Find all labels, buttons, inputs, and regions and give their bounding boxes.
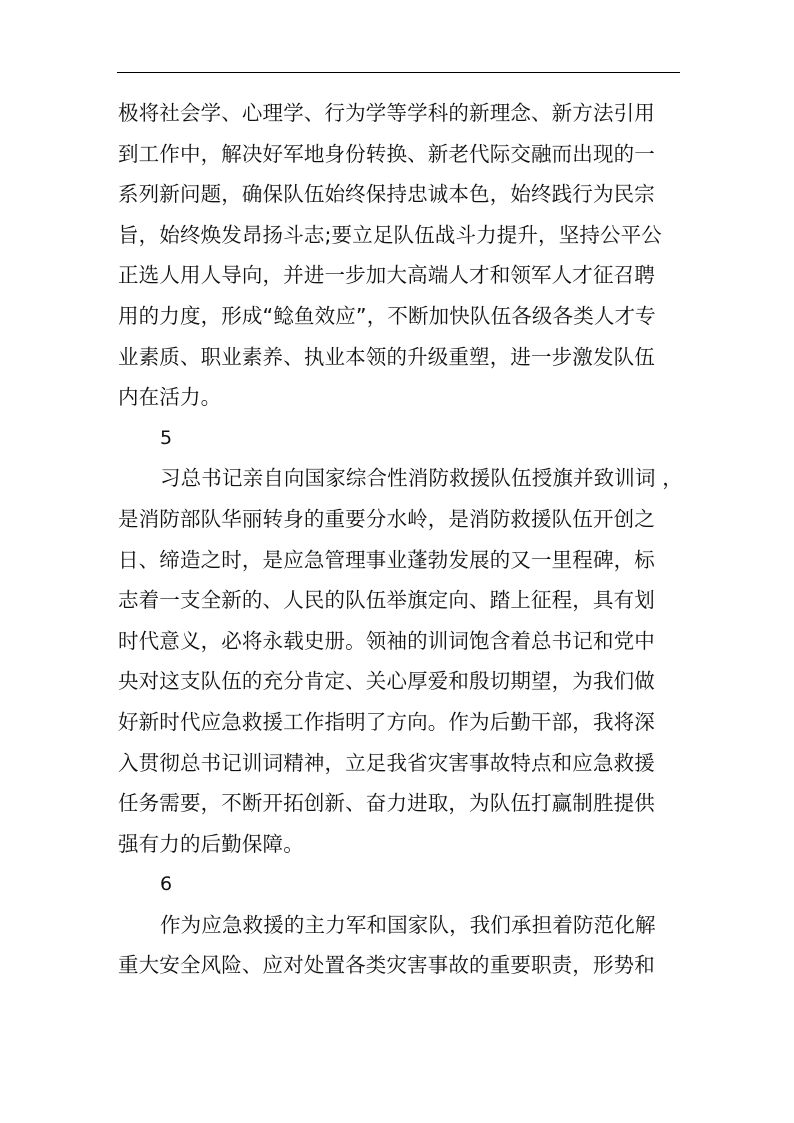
text-line: 强有力的后勤保障。 xyxy=(118,831,304,856)
text-line: 内在活力。 xyxy=(118,385,222,410)
text-line: 极将社会学、心理学、行为学等学科的新理念、新方法引用 xyxy=(118,101,655,125)
text-line: 任务需要，不断开拓创新、奋力进取，为队伍打赢制胜提供 xyxy=(118,791,655,816)
text-line: 入贯彻总书记训词精神，立足我省灾害事故特点和应急救援 xyxy=(118,750,655,775)
text-line: 作为应急救援的主力军和国家队，我们承担着防范化解 xyxy=(160,912,656,937)
paragraph xyxy=(118,93,688,418)
section-number: 6 xyxy=(160,873,173,896)
text-line: 日、缔造之时，是应急管理事业蓬勃发展的又一里程碑，标 xyxy=(118,547,655,572)
text-line: 重大安全风险、应对处置各类灾害事故的重要职责，形势和 xyxy=(118,953,655,978)
text-line: 用的力度，形成“鲶鱼效应”，不断加快队伍各级各类人才专 xyxy=(118,303,656,328)
header-rule xyxy=(117,72,680,73)
paragraph xyxy=(118,458,688,864)
text-line: 是消防部队华丽转身的重要分水岭，是消防救援队伍开创之 xyxy=(118,506,655,531)
text-line: 习总书记亲自向国家综合性消防救援队伍授旗并致训词 ， xyxy=(160,466,683,491)
text-line: 央对这支队伍的充分肯定、关心厚爱和殷切期望，为我们做 xyxy=(118,669,655,694)
text-line: 时代意义，必将永载史册。领袖的训词饱含着总书记和党中 xyxy=(118,628,655,653)
text-line: 正选人用人导向，并进一步加大高端人才和领军人才征召聘 xyxy=(118,263,655,288)
text-line: 旨，始终焕发昂扬斗志;要立足队伍战斗力提升，坚持公平公 xyxy=(118,222,662,247)
text-line: 志着一支全新的、人民的队伍举旗定向、踏上征程，具有划 xyxy=(118,588,655,613)
document-body xyxy=(118,93,688,986)
section-number: 5 xyxy=(160,426,173,449)
text-line: 到工作中，解决好军地身份转换、新老代际交融而出现的一 xyxy=(118,141,655,166)
paragraph xyxy=(118,905,688,986)
text-line: 好新时代应急救援工作指明了方向。作为后勤干部，我将深 xyxy=(118,709,655,734)
text-line: 系列新问题，确保队伍始终保持忠诚本色，始终践行为民宗 xyxy=(118,182,655,207)
text-line: 业素质、职业素养、执业本领的升级重塑，进一步激发队伍 xyxy=(118,344,655,369)
